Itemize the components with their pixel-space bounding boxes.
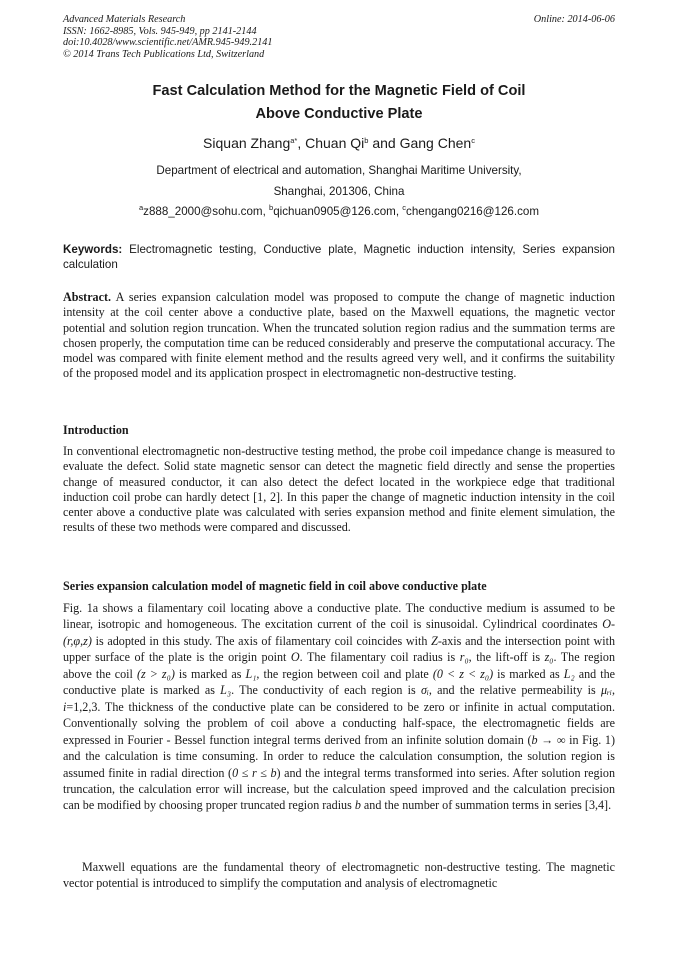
series-text-12: , and the relative permeability is [428,683,601,698]
math-z0: z₀ [544,650,554,665]
series-heading: Series expansion calculation model of magnetic field in coil above conductive plate [63,579,487,593]
series-text-11: . The conductivity of each region is [231,683,421,698]
math-b: b [354,798,361,813]
series-text-16: ) and the integral terms transformed into series. After solution region truncation, the calculation error will increase, but the calculation speed improved and the calculation precision can be modified by choosing proper truncated region radius [63,765,615,813]
author-separator-2: and [368,135,400,151]
title-line-1: Fast Calculation Method for the Magnetic Field of Coil [152,83,526,99]
series-text-13: , [611,683,615,698]
keywords-label: Keywords: [63,243,123,256]
author-list [63,134,615,152]
series-text-8: , the region between coil and plate [256,666,433,681]
series-text-2: is adopted in this study. The axis of filamentary coil coincides with [91,633,432,648]
abstract-label: Abstract. [63,290,112,304]
series-text-1: Fig. 1a shows a filamentary coil locating above a conductive plate. The conductive medium is assumed to be linear, isotropic and homogeneous. The excitation current of the coil is sinusoidal. Cylindrical coordinates [63,601,615,632]
author-2: Chuan Qi [305,135,365,151]
maxwell-text: Maxwell equations are the fundamental theory of electromagnetic non-destructive testing. The magnetic vector potential is introduced to simplify the computation and analysis of electromagnetic [63,860,615,890]
series-text-3: -axis and the intersection point with upper surface of the plate is the origin point [63,633,615,665]
affiliation-line-2: Shanghai, 201306, China [273,185,405,198]
abstract [63,290,615,382]
math-L3: L₃ [220,683,232,698]
author-3-mark: c [471,136,475,145]
affiliation-line-1: Department of electrical and automation, Shanghai Maritime University, [156,164,522,177]
title-line-2: Above Conductive Plate [255,106,423,122]
email-a-mark: a [138,203,144,212]
author-3: Gang Chen [399,135,472,151]
abstract-text: A series expansion calculation model was proposed to compute the change of magnetic induction intensity at the coil center above a conductive plate, based on the Maxwell equations, the magnetic vector potential and solution region truncation. When the truncated solution region radius and the summation terms are chosen properly, the computation time can be reduced considerably and preserve the computational accuracy. The model was compared with finite element method and the results agreed very well, and it confirms the suitability of the proposed model and its application prospect in electromagnetic non-destructive testing. [63,290,615,381]
doi-line: doi:10.4028/www.scientific.net/AMR.945-949.2141 [63,37,273,49]
math-origin: O [290,650,300,665]
series-text-14: =1,2,3. The thickness of the conductive plate can be considered to be zero or infinite in actual computation. Conventionally solving the problem of coil above a conducting half-space, the electromagnetic fields are expressed in Fourier - Bessel function integral terms derived from an infinite solution domain ( [63,699,615,747]
math-b-infinity: b → ∞ [531,732,566,747]
keywords [63,242,615,272]
series-text-15: in Fig. 1) and the calculation is time consuming. In order to reduce the calculation consumption, the solution region is assumed finite in radial direction ( [63,732,615,780]
intro-paragraph: In conventional electromagnetic non-destructive testing method, the probe coil impedance change is measured to evaluate the defect. Solid state magnetic sensor can detect the magnetic field directly and sense the properties change of measured conductor, it can also detect the defect located in the workpiece edge that traditional induction coil probe can hardly detect [1, 2]. In this paper the change of magnetic induction intensity in the coil center above a conductive plate was calculated with series expansion method and finite element simulation, the results of these two methods were compared and discussed. [63,444,615,535]
math-L1: L₁ [245,666,257,681]
math-sigma: σᵢ [420,683,429,698]
online-date: Online: 2014-06-06 [533,14,615,25]
series-text-17: and the number of summation terms in series [3,4]. [360,798,612,813]
series-text-5: , the lift-off is [468,650,545,665]
issn-line: ISSN: 1662-8985, Vols. 945-949, pp 2141-2144 [63,25,257,37]
maxwell-paragraph [63,859,615,891]
math-cond-1: (z > z₀) [136,666,175,681]
email-c[interactable]: chengang0216@126.com [406,205,539,218]
email-c-mark: c [402,203,407,212]
series-paragraph [63,600,615,814]
author-separator-1: , [297,135,306,151]
journal-header [63,14,483,60]
email-b[interactable]: qichuan0905@126.com, [273,205,403,218]
journal-name: Advanced Materials Research [63,14,186,25]
email-list [63,204,615,220]
paper-title [63,80,615,126]
email-a[interactable]: z888_2000@sohu.com, [143,205,270,218]
author-1: Siquan Zhang [203,135,291,151]
series-text-10: and the conductive plate is marked as [63,666,615,698]
math-z-axis: Z [431,633,438,648]
math-i: i [63,699,67,714]
series-text-9: is marked as [493,666,564,681]
math-cond-3: 0 ≤ r ≤ b [232,765,277,780]
math-coordinates: O-(r,φ,z) [63,617,615,648]
math-mu: μᵣᵢ [601,683,612,698]
series-text-7: is marked as [174,666,246,681]
copyright-line: © 2014 Trans Tech Publications Ltd, Switzerland [63,48,265,60]
email-b-mark: b [269,203,274,212]
math-r0: r₀ [459,650,469,665]
series-text-6: . The region above the coil [63,650,615,681]
math-cond-2: (0 < z < z₀) [432,666,494,681]
intro-heading: Introduction [63,423,129,437]
author-1-mark: a* [290,136,298,145]
author-2-mark: b [364,136,369,145]
math-L2: L₂ [563,666,575,681]
keywords-text: Electromagnetic testing, Conductive plate, Magnetic induction intensity, Series expansion calculation [63,243,615,271]
series-text-4: . The filamentary coil radius is [299,650,460,665]
